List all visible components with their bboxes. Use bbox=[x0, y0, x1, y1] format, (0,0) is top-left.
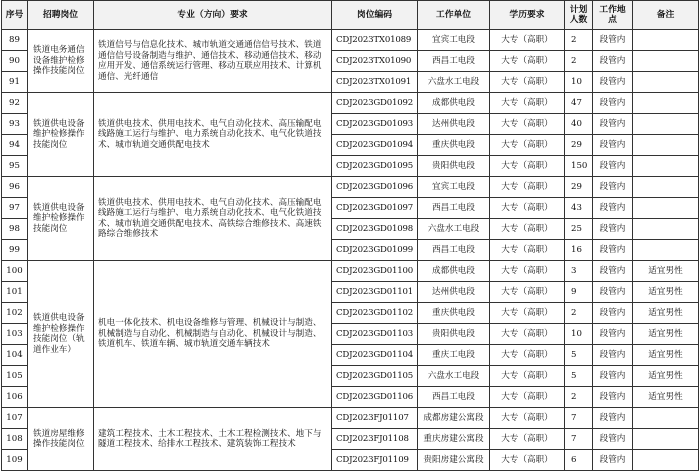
note-cell bbox=[633, 72, 699, 93]
unit-cell: 西昌工电段 bbox=[418, 198, 490, 219]
place-cell: 段管内 bbox=[593, 387, 633, 408]
note-cell bbox=[633, 177, 699, 198]
place-cell: 段管内 bbox=[593, 198, 633, 219]
count-cell: 29 bbox=[565, 135, 593, 156]
unit-cell: 成都供电段 bbox=[418, 261, 490, 282]
code-cell: CDJ2023GD01096 bbox=[332, 177, 418, 198]
post-cell: 铁道供电设备维护检修操作技能岗位 bbox=[28, 177, 94, 261]
unit-cell: 重庆房建公寓段 bbox=[418, 429, 490, 450]
education-cell: 大专（高职） bbox=[490, 93, 565, 114]
education-cell: 大专（高职） bbox=[490, 387, 565, 408]
place-cell: 段管内 bbox=[593, 345, 633, 366]
place-cell: 段管内 bbox=[593, 114, 633, 135]
count-cell: 2 bbox=[565, 51, 593, 72]
row-number: 92 bbox=[2, 93, 28, 114]
unit-cell: 六盘水工电段 bbox=[418, 366, 490, 387]
post-cell: 铁道房屋维修操作技能岗位 bbox=[28, 408, 94, 471]
code-cell: CDJ2023GD01105 bbox=[332, 366, 418, 387]
table-row bbox=[2, 408, 699, 429]
place-cell: 段管内 bbox=[593, 261, 633, 282]
count-cell: 47 bbox=[565, 93, 593, 114]
header-code: 岗位编码 bbox=[332, 1, 418, 30]
place-cell: 段管内 bbox=[593, 135, 633, 156]
unit-cell: 达州供电段 bbox=[418, 282, 490, 303]
code-cell: CDJ2023GD01093 bbox=[332, 114, 418, 135]
unit-cell: 六盘水工电段 bbox=[418, 72, 490, 93]
education-cell: 大专（高职） bbox=[490, 51, 565, 72]
code-cell: CDJ2023GD01103 bbox=[332, 324, 418, 345]
major-cell: 建筑工程技术、土木工程技术、土木工程检测技术、地下与隧道工程技术、给排水工程技术、建筑装饰工程技术 bbox=[94, 408, 332, 471]
count-cell: 29 bbox=[565, 177, 593, 198]
code-cell: CDJ2023FJ01109 bbox=[332, 450, 418, 471]
major-cell: 铁道供电技术、供用电技术、电气自动化技术、高压输配电线路施工运行与维护、电力系统自动化技术、电气化铁道技术、城市轨道交通供配电技术 bbox=[94, 93, 332, 177]
row-number: 96 bbox=[2, 177, 28, 198]
header-count: 计划人数 bbox=[565, 1, 593, 30]
note-cell: 适宜男性 bbox=[633, 324, 699, 345]
count-cell: 7 bbox=[565, 408, 593, 429]
place-cell: 段管内 bbox=[593, 282, 633, 303]
place-cell: 段管内 bbox=[593, 429, 633, 450]
code-cell: CDJ2023GD01101 bbox=[332, 282, 418, 303]
row-number: 97 bbox=[2, 198, 28, 219]
education-cell: 大专（高职） bbox=[490, 366, 565, 387]
major-cell: 铁道供电技术、供用电技术、电气自动化技术、高压输配电线路施工运行与维护、电力系统自动化技术、电气化铁道技术、城市轨道交通供配电技术、高铁综合维修技术、高速铁路综合维修技术 bbox=[94, 177, 332, 261]
count-cell: 150 bbox=[565, 156, 593, 177]
count-cell: 43 bbox=[565, 198, 593, 219]
education-cell: 大专（高职） bbox=[490, 408, 565, 429]
place-cell: 段管内 bbox=[593, 366, 633, 387]
count-cell: 3 bbox=[565, 261, 593, 282]
unit-cell: 重庆工电段 bbox=[418, 345, 490, 366]
unit-cell: 重庆供电段 bbox=[418, 135, 490, 156]
row-number: 108 bbox=[2, 429, 28, 450]
code-cell: CDJ2023GD01102 bbox=[332, 303, 418, 324]
count-cell: 7 bbox=[565, 429, 593, 450]
major-cell: 铁道信号与信息化技术、城市轨道交通通信信号技术、铁道通信信号设备制造与维护、通信技术、移动通信技术、移动应用开发、通信系统运行管理、移动互联应用技术、计算机通信、光纤通信 bbox=[94, 30, 332, 93]
row-number: 107 bbox=[2, 408, 28, 429]
unit-cell: 成都房建公寓段 bbox=[418, 408, 490, 429]
count-cell: 9 bbox=[565, 282, 593, 303]
unit-cell: 西昌工电段 bbox=[418, 51, 490, 72]
note-cell bbox=[633, 135, 699, 156]
row-number: 106 bbox=[2, 387, 28, 408]
row-number: 95 bbox=[2, 156, 28, 177]
education-cell: 大专（高职） bbox=[490, 30, 565, 51]
header-row bbox=[2, 1, 699, 30]
header-unit: 工作单位 bbox=[418, 1, 490, 30]
row-number: 105 bbox=[2, 366, 28, 387]
table-row bbox=[2, 177, 699, 198]
count-cell: 6 bbox=[565, 450, 593, 471]
unit-cell: 重庆供电段 bbox=[418, 303, 490, 324]
education-cell: 大专（高职） bbox=[490, 240, 565, 261]
unit-cell: 宜宾工电段 bbox=[418, 177, 490, 198]
place-cell: 段管内 bbox=[593, 450, 633, 471]
note-cell: 适宜男性 bbox=[633, 387, 699, 408]
education-cell: 大专（高职） bbox=[490, 303, 565, 324]
code-cell: CDJ2023TX01090 bbox=[332, 51, 418, 72]
row-number: 109 bbox=[2, 450, 28, 471]
header-post: 招聘岗位 bbox=[28, 1, 94, 30]
unit-cell: 贵阳供电段 bbox=[418, 156, 490, 177]
note-cell: 适宜男性 bbox=[633, 282, 699, 303]
count-cell: 40 bbox=[565, 114, 593, 135]
row-number: 102 bbox=[2, 303, 28, 324]
code-cell: CDJ2023GD01100 bbox=[332, 261, 418, 282]
education-cell: 大专（高职） bbox=[490, 219, 565, 240]
note-cell bbox=[633, 30, 699, 51]
code-cell: CDJ2023GD01104 bbox=[332, 345, 418, 366]
education-cell: 大专（高职） bbox=[490, 429, 565, 450]
place-cell: 段管内 bbox=[593, 72, 633, 93]
count-cell: 5 bbox=[565, 366, 593, 387]
note-cell: 适宜男性 bbox=[633, 261, 699, 282]
place-cell: 段管内 bbox=[593, 240, 633, 261]
count-cell: 2 bbox=[565, 387, 593, 408]
education-cell: 大专（高职） bbox=[490, 177, 565, 198]
education-cell: 大专（高职） bbox=[490, 114, 565, 135]
post-cell: 铁道电务通信设备维护检修操作技能岗位 bbox=[28, 30, 94, 93]
code-cell: CDJ2023GD01098 bbox=[332, 219, 418, 240]
code-cell: CDJ2023GD01097 bbox=[332, 198, 418, 219]
row-number: 90 bbox=[2, 51, 28, 72]
note-cell bbox=[633, 114, 699, 135]
education-cell: 大专（高职） bbox=[490, 261, 565, 282]
place-cell: 段管内 bbox=[593, 219, 633, 240]
education-cell: 大专（高职） bbox=[490, 156, 565, 177]
count-cell: 5 bbox=[565, 345, 593, 366]
place-cell: 段管内 bbox=[593, 51, 633, 72]
note-cell: 适宜男性 bbox=[633, 345, 699, 366]
row-number: 89 bbox=[2, 30, 28, 51]
code-cell: CDJ2023TX01089 bbox=[332, 30, 418, 51]
education-cell: 大专（高职） bbox=[490, 282, 565, 303]
note-cell bbox=[633, 51, 699, 72]
unit-cell: 达州供电段 bbox=[418, 114, 490, 135]
place-cell: 段管内 bbox=[593, 324, 633, 345]
row-number: 91 bbox=[2, 72, 28, 93]
row-number: 94 bbox=[2, 135, 28, 156]
note-cell bbox=[633, 156, 699, 177]
unit-cell: 西昌工电段 bbox=[418, 240, 490, 261]
row-number: 103 bbox=[2, 324, 28, 345]
education-cell: 大专（高职） bbox=[490, 198, 565, 219]
unit-cell: 贵阳供电段 bbox=[418, 324, 490, 345]
code-cell: CDJ2023GD01106 bbox=[332, 387, 418, 408]
note-cell bbox=[633, 450, 699, 471]
code-cell: CDJ2023GD01099 bbox=[332, 240, 418, 261]
education-cell: 大专（高职） bbox=[490, 450, 565, 471]
note-cell bbox=[633, 240, 699, 261]
unit-cell: 宜宾工电段 bbox=[418, 30, 490, 51]
table-row bbox=[2, 30, 699, 51]
education-cell: 大专（高职） bbox=[490, 345, 565, 366]
major-cell: 机电一体化技术、机电设备维修与管理、机械设计与制造、机械制造与自动化、机械制造与自动化、机械设计与制造、铁道机车、铁道车辆、城市轨道交通车辆技术 bbox=[94, 261, 332, 408]
note-cell bbox=[633, 93, 699, 114]
note-cell bbox=[633, 429, 699, 450]
education-cell: 大专（高职） bbox=[490, 324, 565, 345]
post-cell: 铁道供电设备维护检修操作技能岗位 bbox=[28, 93, 94, 177]
code-cell: CDJ2023FJ01108 bbox=[332, 429, 418, 450]
place-cell: 段管内 bbox=[593, 30, 633, 51]
header-education: 学历要求 bbox=[490, 1, 565, 30]
count-cell: 25 bbox=[565, 219, 593, 240]
count-cell: 2 bbox=[565, 303, 593, 324]
unit-cell: 贵阳房建公寓段 bbox=[418, 450, 490, 471]
code-cell: CDJ2023TX01091 bbox=[332, 72, 418, 93]
header-place: 工作地点 bbox=[593, 1, 633, 30]
row-number: 100 bbox=[2, 261, 28, 282]
place-cell: 段管内 bbox=[593, 177, 633, 198]
table-body bbox=[2, 30, 699, 471]
row-number: 99 bbox=[2, 240, 28, 261]
row-number: 104 bbox=[2, 345, 28, 366]
recruitment-table bbox=[1, 0, 699, 471]
note-cell: 适宜男性 bbox=[633, 366, 699, 387]
code-cell: CDJ2023GD01092 bbox=[332, 93, 418, 114]
code-cell: CDJ2023GD01094 bbox=[332, 135, 418, 156]
header-note: 备注 bbox=[633, 1, 699, 30]
place-cell: 段管内 bbox=[593, 156, 633, 177]
unit-cell: 六盘水工电段 bbox=[418, 219, 490, 240]
note-cell bbox=[633, 408, 699, 429]
code-cell: CDJ2023GD01095 bbox=[332, 156, 418, 177]
count-cell: 16 bbox=[565, 240, 593, 261]
post-cell: 铁道供电设备维护检修操作技能岗位（轨道作业车） bbox=[28, 261, 94, 408]
header-no: 序号 bbox=[2, 1, 28, 30]
row-number: 101 bbox=[2, 282, 28, 303]
note-cell: 适宜男性 bbox=[633, 303, 699, 324]
education-cell: 大专（高职） bbox=[490, 135, 565, 156]
header-major: 专业（方向）要求 bbox=[94, 1, 332, 30]
note-cell bbox=[633, 198, 699, 219]
table-row bbox=[2, 261, 699, 282]
education-cell: 大专（高职） bbox=[490, 72, 565, 93]
count-cell: 10 bbox=[565, 72, 593, 93]
unit-cell: 西昌工电段 bbox=[418, 387, 490, 408]
table-row bbox=[2, 93, 699, 114]
place-cell: 段管内 bbox=[593, 303, 633, 324]
unit-cell: 成都供电段 bbox=[418, 93, 490, 114]
code-cell: CDJ2023FJ01107 bbox=[332, 408, 418, 429]
row-number: 98 bbox=[2, 219, 28, 240]
count-cell: 10 bbox=[565, 324, 593, 345]
count-cell: 2 bbox=[565, 30, 593, 51]
note-cell bbox=[633, 219, 699, 240]
row-number: 93 bbox=[2, 114, 28, 135]
place-cell: 段管内 bbox=[593, 93, 633, 114]
place-cell: 段管内 bbox=[593, 408, 633, 429]
